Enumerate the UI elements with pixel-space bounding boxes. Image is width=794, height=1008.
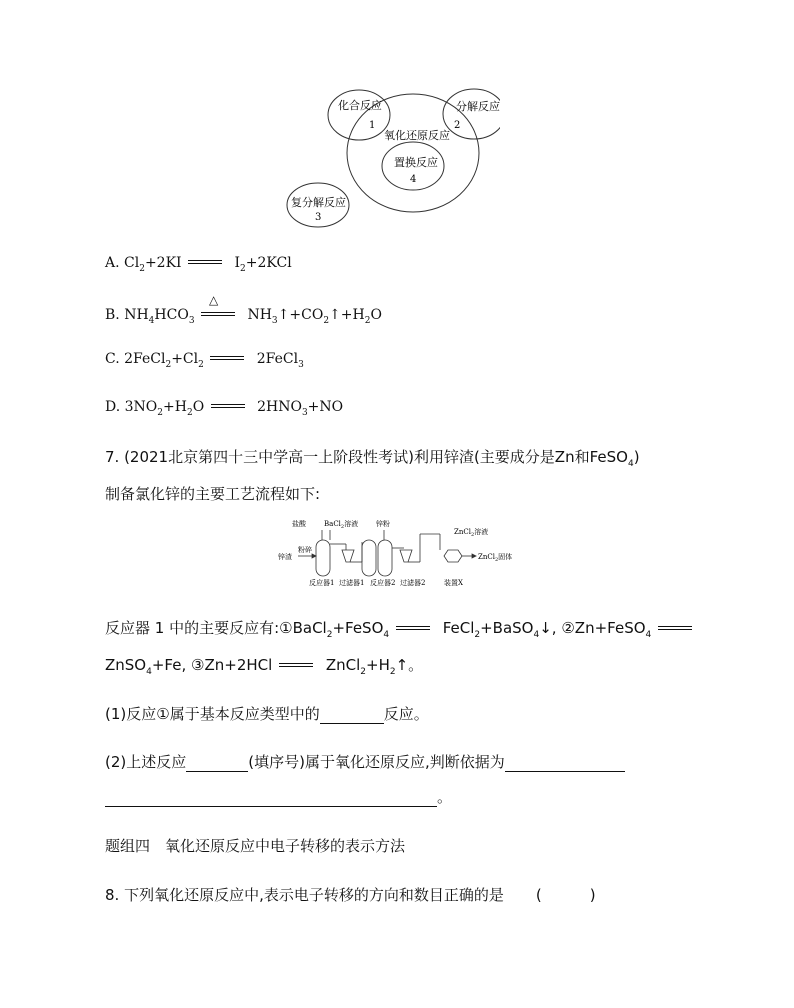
venn-label-redox: 氧化还原反应 xyxy=(384,129,450,142)
combination-ellipse xyxy=(328,90,390,140)
equals-sign xyxy=(210,353,244,365)
answer-blank-2[interactable] xyxy=(186,753,248,772)
answer-blank-3[interactable] xyxy=(505,753,625,772)
flow-label-hcl: 盐酸 xyxy=(292,520,306,528)
venn-label-displacement: 置换反应 xyxy=(394,156,438,169)
q7-reactions-line1: 反应器 1 中的主要反应有:①BaCl$_2$+FeSO$_4$ FeCl$_2$+BaSO$_4$↓, ②Zn+FeSO$_4$ xyxy=(105,617,700,640)
q7-sub1: (1)反应①属于基本反应类型中的 反应。 xyxy=(105,705,429,723)
q7-sub2: (2)上述反应 (填序号)属于氧化还原反应,判断依据为 xyxy=(105,751,625,772)
q7-intro-line2: 制备氯化锌的主要工艺流程如下: xyxy=(105,485,321,503)
venn-label-combination: 化合反应 xyxy=(338,99,382,112)
equals-sign xyxy=(211,401,245,413)
q7-reactions-line2: ZnSO$_4$+Fe, ③Zn+2HCl $ZnCl_2+H_2↑$。 xyxy=(105,656,424,677)
group4-heading: 题组四 氧化还原反应中电子转移的表示方法 xyxy=(105,837,406,855)
flow-label-zncl2-solid: ZnCl$_2$固体 xyxy=(478,553,513,563)
flow-label-reactor2: 反应器2 xyxy=(370,579,396,587)
flow-label-crush: 粉碎 xyxy=(298,546,312,554)
flow-label-zinc-slag: 锌渣 xyxy=(278,553,292,561)
heating-equals-sign xyxy=(201,293,235,321)
decomposition-ellipse xyxy=(443,89,500,139)
answer-paren[interactable]: ( ) xyxy=(535,886,596,904)
q7-intro: 7. (2021北京第四十三中学高一上阶段性考试)利用锌渣(主要成分是Zn和FeSO$_4$) xyxy=(105,448,640,469)
venn-num-4: 4 xyxy=(410,174,417,185)
process-flow-diagram xyxy=(276,518,520,590)
equals-sign xyxy=(658,623,692,635)
option-a[interactable]: A. $Cl_2+2KI$ $I_2+2KCl$ xyxy=(105,255,292,274)
flow-label-filter1: 过滤器1 xyxy=(339,579,365,587)
q8-stem: 8. 下列氧化还原反应中,表示电子转移的方向和数目正确的是 ( ) xyxy=(105,886,596,904)
flow-label-reactor1: 反应器1 xyxy=(309,579,335,587)
reaction-type-venn-diagram xyxy=(280,88,500,228)
venn-num-1: 1 xyxy=(369,120,376,131)
q7-sub2-line2: 。 xyxy=(105,786,452,807)
option-b[interactable]: B. $NH_4HCO_3$ △ $NH_3↑+CO_2↑+H_2O$ xyxy=(105,293,382,326)
answer-blank-1[interactable] xyxy=(320,705,384,724)
flow-label-zn-powder: 锌粉 xyxy=(376,520,390,528)
venn-label-decomposition: 分解反应 xyxy=(456,100,500,113)
flow-label-bacl2: BaCl$_2$溶液 xyxy=(324,520,359,530)
option-c[interactable]: C. $2FeCl_2+Cl_2$ 2FeCl$_3$ xyxy=(105,351,304,370)
venn-label-double-decomposition: 复分解反应 xyxy=(291,196,346,209)
venn-num-3: 3 xyxy=(315,212,322,223)
equals-sign xyxy=(188,257,222,269)
option-d[interactable]: D. $3NO_2+H_2O$ $2HNO_3+NO$ xyxy=(105,399,344,418)
venn-num-2: 2 xyxy=(454,120,461,131)
flow-label-device-x: 装置X xyxy=(444,579,463,587)
equals-sign xyxy=(279,660,313,672)
answer-blank-4[interactable] xyxy=(105,788,437,807)
equals-sign xyxy=(396,623,430,635)
heat-triangle-icon: △ xyxy=(209,293,219,307)
flow-label-filter2: 过滤器2 xyxy=(400,579,426,587)
flow-label-zncl2-solution: ZnCl$_2$溶液 xyxy=(454,528,489,538)
